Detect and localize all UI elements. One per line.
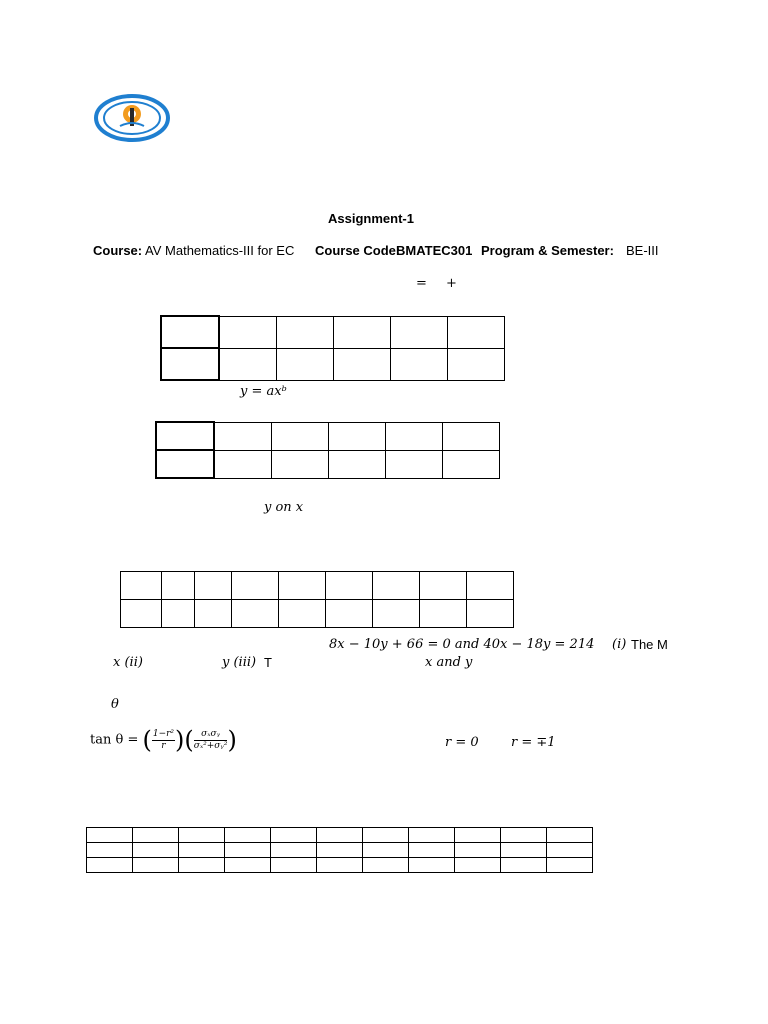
fraction-2-denominator: σₓ²+σᵧ² (193, 740, 228, 751)
table-row (156, 422, 500, 450)
paren-close-2: ) (227, 726, 237, 754)
item-x-and-y: x and y (425, 655, 473, 670)
data-table-3 (120, 571, 514, 628)
table-row (121, 600, 514, 628)
tan-lhs: tan θ = (90, 732, 139, 748)
fraction-2-numerator: σₓσᵧ (194, 729, 228, 741)
course-line (93, 243, 294, 258)
fraction-1-denominator: r (161, 740, 166, 751)
item-i: (i) (612, 637, 627, 652)
table-row (161, 316, 505, 348)
fraction-2 (194, 729, 228, 752)
r-zero: r = 0 (445, 735, 479, 750)
item-t: T (264, 655, 272, 670)
table-row (156, 450, 500, 478)
item-i-text: The M (631, 637, 668, 652)
paren-open-2: ( (184, 726, 194, 754)
program-value: BE-III (626, 243, 659, 258)
table-row (87, 828, 593, 843)
program-label: Program & Semester: (481, 243, 614, 258)
data-table-1 (160, 315, 505, 381)
course-code-label: Course Code: (315, 243, 401, 258)
fraction-1 (152, 729, 175, 752)
regression-lines-equation: 8x − 10y + 66 = 0 and 40x − 18y = 214 (329, 637, 595, 652)
assignment-title: Assignment-1 (328, 211, 414, 226)
table-row (121, 572, 514, 600)
paren-open: ( (142, 726, 152, 754)
r-plus-minus-one: r = ∓1 (511, 735, 556, 750)
institute-logo (94, 94, 170, 142)
theta-symbol: θ (111, 697, 119, 712)
item-y-iii: y (iii) (222, 655, 257, 670)
tan-formula (90, 726, 237, 754)
table-row (87, 858, 593, 873)
item-x-ii: x (ii) (113, 655, 143, 670)
equals-sign: = (416, 276, 427, 291)
table-row (87, 843, 593, 858)
course-value: AV Mathematics-III for EC (145, 243, 295, 258)
data-table-2 (155, 421, 500, 479)
plus-sign: + (446, 276, 457, 291)
regression-label: y on x (264, 500, 304, 515)
power-equation: y = axᵇ (240, 384, 287, 399)
course-label: Course: (93, 243, 143, 258)
table-row (161, 348, 505, 380)
fraction-1-numerator: 1−r² (152, 728, 175, 739)
paren-close: ) (175, 726, 185, 754)
data-table-4 (86, 827, 593, 873)
course-code-value: BMATEC301 (396, 243, 473, 258)
